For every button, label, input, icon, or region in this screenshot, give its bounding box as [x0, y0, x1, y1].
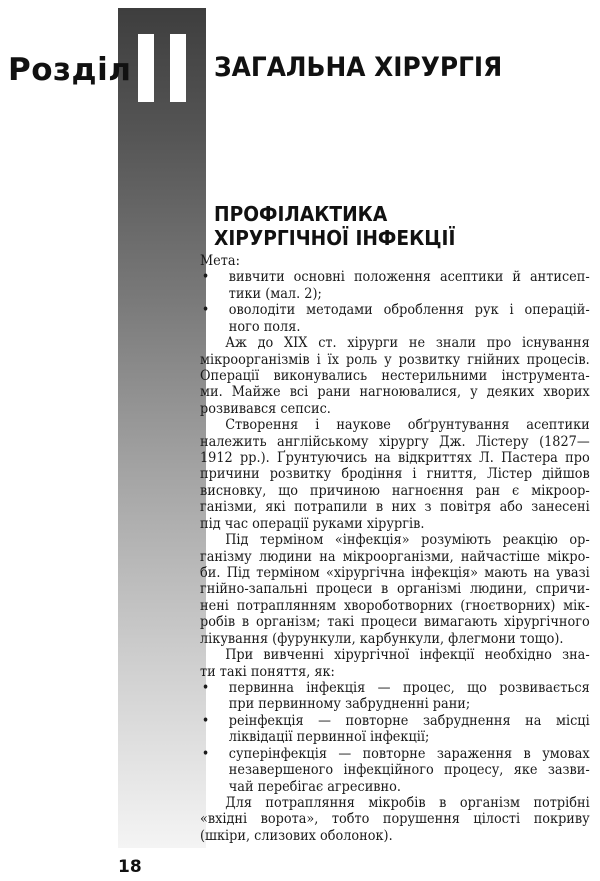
line-text: висновку, що причиною нагноєння ран є мікроор- [200, 482, 590, 499]
bullet-line [200, 729, 590, 745]
bullet-line [200, 319, 590, 335]
line-text: причини розвитку бродіння і гниття, Лістер дійшов [200, 466, 590, 483]
line-text: належить англійському хірургу Дж. Лістеру (1827— [200, 433, 590, 450]
text-line [200, 483, 590, 499]
line-text: при первинному забрудненні рани; [228, 696, 471, 713]
text-line [200, 417, 590, 433]
line-text: лікування (фурункули, карбункули, флегмони тощо). [200, 630, 564, 647]
line-text: робів в організм; такі процеси вимагають хірургічного [200, 614, 590, 631]
bullet-icon: • [201, 302, 210, 319]
chapter-numeral [138, 34, 186, 102]
text-line [200, 795, 590, 811]
line-text: ганізму людини на мікроорганізми, найчастіше мікро- [200, 548, 590, 565]
bullet-line [200, 269, 590, 285]
text-line [200, 581, 590, 597]
text-line [200, 532, 590, 548]
bullet-line [200, 302, 590, 318]
line-text: би. Під терміном «хірургічна інфекція» мають на увазі [200, 565, 590, 582]
line-text: Під терміном «інфекція» розуміють реакцію ор- [225, 532, 590, 549]
text-line [200, 401, 590, 417]
line-text: первинна інфекція — процес, що розвивається [228, 679, 590, 696]
text-line [200, 253, 590, 269]
line-text: вивчити основні положення асептики й антисеп- [228, 269, 590, 286]
text-line [200, 499, 590, 515]
line-text: незавершеного інфекційного процесу, яке зазви- [228, 762, 590, 779]
line-text: ганізми, які потрапили в них з повітря або занесені [200, 499, 590, 516]
line-text: чай перебігає агресивно. [228, 778, 401, 795]
line-text: суперінфекція — повторне зараження в умовах [228, 745, 590, 762]
line-text: гнійно-запальні процеси в організмі людини, спричи- [200, 581, 590, 598]
line-text: розвивався сепсис. [200, 400, 331, 417]
line-text: Операції виконувались нестерильними інструмента- [200, 367, 590, 384]
text-line [200, 647, 590, 663]
text-line [200, 466, 590, 482]
line-text: Створення і наукове обґрунтування асептики [225, 417, 590, 434]
text-line [200, 549, 590, 565]
bullet-line [200, 713, 590, 729]
section-title [214, 202, 455, 250]
text-line [200, 368, 590, 384]
page-number: 18 [118, 857, 142, 877]
line-text: Мета: [200, 253, 240, 269]
line-text: ти такі поняття, як: [200, 663, 335, 680]
bullet-line [200, 762, 590, 778]
line-text: ліквідації первинної інфекції; [228, 729, 430, 746]
line-text: (шкіри, слизових оболонок). [200, 827, 393, 844]
text-line [200, 434, 590, 450]
text-line [200, 811, 590, 827]
bullet-icon: • [201, 679, 210, 696]
text-line [200, 352, 590, 368]
text-line [200, 598, 590, 614]
text-line [200, 384, 590, 400]
line-text: мікроорганізмів і їх роль у розвитку гнійних процесів. [200, 351, 590, 368]
line-text: ного поля. [228, 318, 301, 335]
bullet-icon: • [201, 745, 210, 762]
line-text: нені потраплянням хвороботворних (гноєтворних) мік- [200, 597, 590, 614]
line-text: При вивченні хірургічної інфекції необхідно зна- [225, 647, 590, 664]
bullet-icon: • [201, 712, 210, 729]
text-line [200, 516, 590, 532]
bullet-line [200, 779, 590, 795]
line-text: ми. Майже всі рани нагноювалися, у деяких хворих [200, 384, 590, 401]
bullet-icon: • [201, 269, 210, 286]
text-line [200, 828, 590, 844]
chapter-gradient-band [118, 8, 206, 848]
bullet-line [200, 286, 590, 302]
line-text: «вхідні ворота», тобто порушення цілості покриву [200, 811, 590, 828]
line-text: реінфекція — повторне забруднення на місці [228, 712, 590, 729]
line-text: Для потрапляння мікробів в організм потрібні [225, 794, 590, 811]
line-text: Аж до XIX ст. хірурги не знали про існування [225, 335, 590, 352]
section-title-line: ПРОФІЛАКТИКА [214, 202, 388, 226]
line-text: 1912 рр.). Ґрунтуючись на відкриттях Л. Пастера про [200, 450, 590, 467]
text-line [200, 631, 590, 647]
line-text: тики (мал. 2); [228, 285, 322, 302]
chapter-title: ЗАГАЛЬНА ХІРУРГІЯ [214, 52, 503, 83]
line-text: оволодіти методами оброблення рук і операцій- [228, 302, 590, 319]
chapter-label: Розділ [8, 52, 132, 88]
body-text [200, 253, 590, 844]
bullet-line [200, 746, 590, 762]
text-line [200, 664, 590, 680]
section-title-line: ХІРУРГІЧНОЇ ІНФЕКЦІЇ [214, 226, 456, 250]
text-line [200, 450, 590, 466]
text-line [200, 614, 590, 630]
bullet-line [200, 680, 590, 696]
text-line [200, 335, 590, 351]
line-text: під час операції руками хірургів. [200, 515, 425, 532]
text-line [200, 565, 590, 581]
bullet-line [200, 696, 590, 712]
